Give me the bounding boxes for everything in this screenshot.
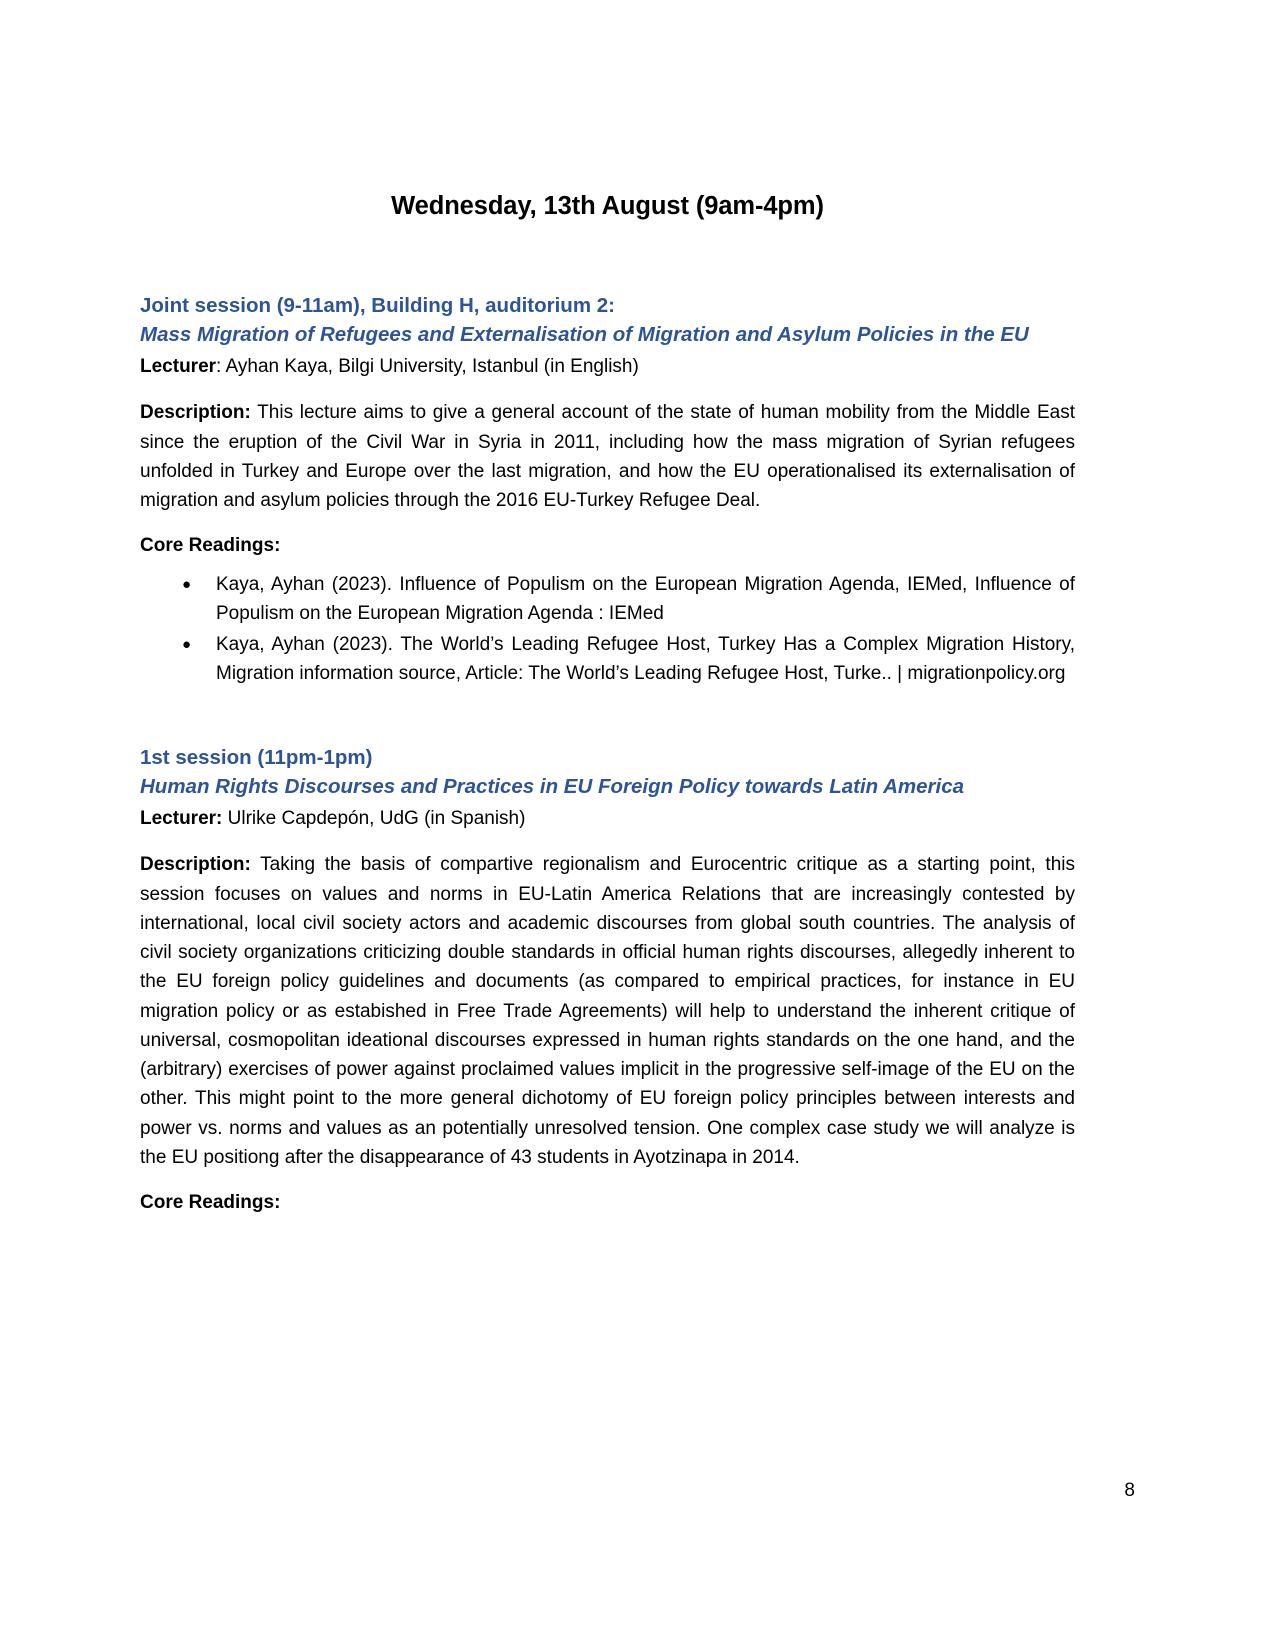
lecturer-line: [140, 354, 1075, 381]
description-paragraph: [140, 850, 1075, 1172]
bullet-icon: ●: [182, 636, 192, 654]
description-text: Taking the basis of compartive regionalism and Eurocentric critique as a starting point, this session focuses on values and norms in EU-Latin America Relations that are increasingly contested by international, local civil society actors and academic discourses from global south countries. The analysis of civil society organizations criticizing double standards in official human rights discourses, allegedly inherent to the EU foreign policy guidelines and documents (as compared to empirical practices, for instance in EU migration policy or as estabished in Free Trade Agreements) will help to understand the inherent critique of universal, cosmopolitan ideational discourses expressed in human rights standards on the one hand, and the (arbitrary) exercises of power against proclaimed values implicit in the progressive self-image of the EU on the other. This might point to the more general dichotomy of EU foreign policy principles between interests and power vs. norms and values as an potentially unresolved tension. One complex case study we will analyze is the EU positiong after the disappearance of 43 students in Ayotzinapa in 2014.: [140, 854, 1075, 1168]
section-gap: [140, 691, 1075, 743]
lecturer-value: Ayhan Kaya, Bilgi University, Istanbul (in English): [225, 355, 639, 377]
description-label: Description:: [140, 854, 251, 876]
session-heading: 1st session (11pm-1pm): [140, 745, 373, 769]
title-spacer: [140, 221, 1075, 291]
reading-text: Kaya, Ayhan (2023). The World’s Leading Refugee Host, Turkey Has a Complex Migration History, Migration information source, Article: The World’s Leading Refugee Host, Turke.. | migrationpolicy.org: [216, 634, 1075, 685]
list-item: [140, 571, 1075, 629]
readings-list: [140, 571, 1075, 689]
session-joint: [140, 291, 1075, 689]
description-label: Description:: [140, 402, 251, 424]
page-content: [140, 0, 1075, 1214]
session-heading: Joint session (9-11am), Building H, auditorium 2:: [140, 294, 615, 317]
page-number: 8: [1124, 1480, 1135, 1501]
bullet-icon: ●: [182, 576, 192, 594]
session-first: [140, 743, 1075, 1214]
core-readings-label: Core Readings:: [140, 1192, 281, 1214]
lecturer-separator: :: [216, 355, 226, 377]
lecturer-line: [140, 806, 1075, 833]
lecturer-label: Lecturer:: [140, 807, 223, 829]
description-paragraph: [140, 398, 1075, 515]
description-text: This lecture aims to give a general account of the state of human mobility from the Middle East since the eruption of the Civil War in Syria in 2011, including how the mass migration of Syrian refugees unfolded in Turkey and Europe over the last migration, and how the EU operationalised its externalisation of migration and asylum policies through the 2016 EU-Turkey Refugee Deal.: [140, 402, 1075, 512]
reading-text: Kaya, Ayhan (2023). Influence of Populism on the European Migration Agenda, IEMed, Influence of Populism on the European Migration Agenda : IEMed: [216, 574, 1075, 625]
core-readings-label: Core Readings:: [140, 535, 281, 557]
lecturer-value: Ulrike Capdepón, UdG (in Spanish): [227, 807, 526, 829]
session-subtitle: Human Rights Discourses and Practices in EU Foreign Policy towards Latin America: [140, 775, 965, 799]
session-subtitle: Mass Migration of Refugees and Externalisation of Migration and Asylum Policies in the EU: [140, 323, 1029, 347]
page-title: Wednesday, 13th August (9am-4pm): [391, 192, 824, 220]
lecturer-label: Lecturer: [140, 355, 217, 377]
list-item: [140, 631, 1075, 689]
